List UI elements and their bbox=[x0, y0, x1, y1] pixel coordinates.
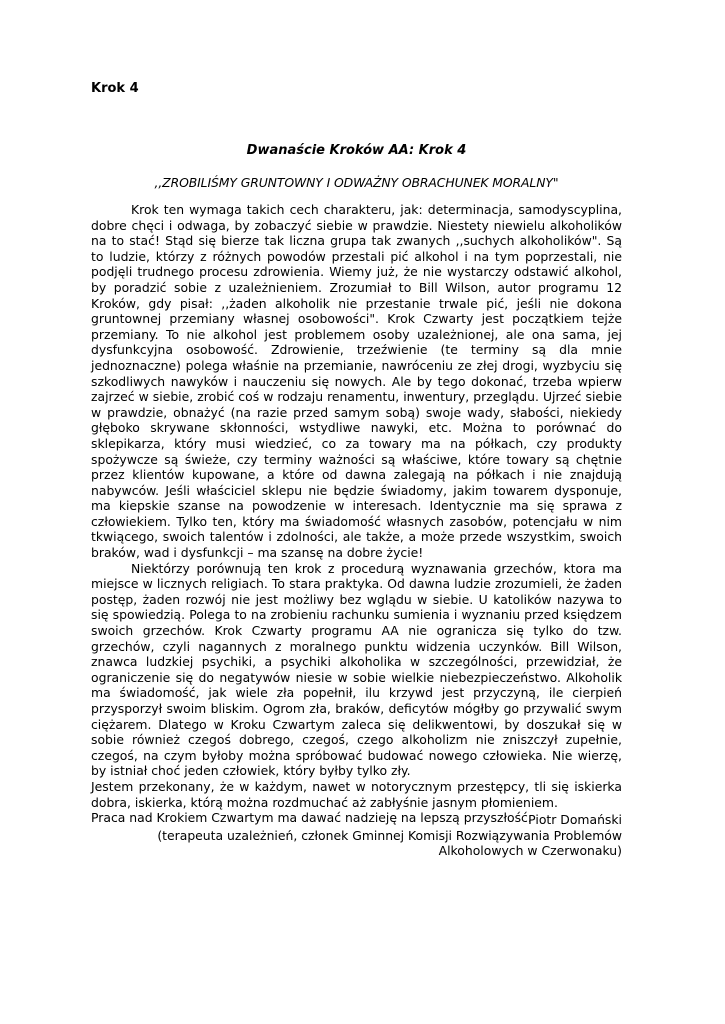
paragraph-4: Praca nad Krokiem Czwartym ma dawać nadzieję na lepszą przyszłość. bbox=[91, 810, 532, 826]
author-role-line-1: (terapeuta uzależnień, członek Gminnej Komisji Rozwiązywania Problemów bbox=[157, 827, 622, 843]
step-heading: Krok 4 bbox=[91, 81, 139, 96]
author-role-line-2: Alkoholowych w Czerwonaku) bbox=[438, 843, 622, 859]
document-title: Dwanaście Kroków AA: Krok 4 bbox=[246, 143, 467, 158]
paragraph-1: Krok ten wymaga takich cech charakteru, jak: determinacja, samodyscyplina, dobre chęci i odwaga, by zobaczyć siebie w prawdzie. Niestety niewielu alkoholików na to stać! Stąd się bierze tak liczna grupa tak zwanych ,,suchych alkoholików". Są to ludzie, którzy z różnych powodów przestali pić alkohol i na tym poprzestali, nie podjęli trudnego procesu zdrowienia. Wiemy już, że nie wystarczy odstawić alkohol, by poradzić sobie z uzależnieniem. Zrozumiał to Bill Wilson, autor programu 12 Kroków, gdy pisał: ,,żaden alkoholik nie przestanie trwale pić, jeśli nie dokona gruntownej przemiany własnej osobowości". Krok Czwarty jest początkiem tejże przemiany. To nie alkohol jest problemem osoby uzależnionej, ale ona sama, jej dysfunkcyjna osobowość. Zdrowienie, trzeźwienie (te terminy są dla mnie jednoznaczne) polega właśnie na przemianie, nawróceniu ze złej drogi, wyzbyciu się szkodliwych nawyków i nauczeniu się nowych. Ale by tego dokonać, trzeba wpierw zajrzeć w siebie, zrobić coś w rodzaju renamentu, inwentury, przeglądu. Ujrzeć siebie w prawdzie, obnażyć (na razie przed samym sobą) swoje wady, słabości, niekiedy głęboko skrywane skłonności, wstydliwe nawyki, etc. Można to porównać do sklepikarza, który musi wiedzieć, co za towary ma na półkach, czy produkty spożywcze są świeże, czy terminy ważności są właściwe, które towary są chętnie przez klientów kupowane, a które od dawna zalegają na półkach i nie znajdują nabywców. Jeśli właściciel sklepu nie będzie świadomy, jakim towarem dysponuje, ma kiepskie szanse na powodzenie w interesach. Identycznie ma się sprawa z człowiekiem. Tylko ten, który ma świadomość własnych zasobów, potencjału w nim tkwiącego, swoich talentów i zdolności, ale także, a może przede wszystkim, swoich braków, wad i dysfunkcji – ma szansę na dobre życie! bbox=[91, 202, 622, 561]
paragraph-2: Niektórzy porównują ten krok z procedurą wyznawania grzechów, ktora ma miejsce w licznych religiach. To stara praktyka. Od dawna ludzie zrozumieli, że żaden postęp, żaden rozwój nie jest możliwy bez wglądu w siebie. U katolików nazywa to się spowiedzią. Polega to na zrobieniu rachunku sumienia i wyznaniu przed księdzem swoich grzechów. Krok Czwarty programu AA nie ogranicza się tylko do tzw. grzechów, czyli nagannych z moralnego punktu widzenia uczynków. Bill Wilson, znawca ludzkiej psychiki, a psychiki alkoholika w szczególności, przewidział, że ograniczenie się do negatywów niesie w sobie wielkie niebezpieczeństwo. Alkoholik ma świadomość, jak wiele zła popełnił, ilu krzywd jest przyczyną, ile cierpień przysporzył swoim bliskim. Ogrom zła, braków, deficytów mógłby go przywalić swym ciężarem. Dlatego w Kroku Czwartym zaleca się delikwentowi, by doszukał się w sobie również czegoś dobrego, czegoś, czego alkoholizm nie zniszczył zupełnie, czegoś, na czym byłoby można spróbować budować nowego człowieka. Nie wierzę, by istniał choć jeden człowiek, który byłby tylko zły. bbox=[91, 560, 622, 779]
step-motto: ,,ZROBILIŚMY GRUNTOWNY I ODWAŻNY OBRACHUNEK MORALNY" bbox=[154, 175, 559, 190]
paragraph-3: Jestem przekonany, że w każdym, nawet w notorycznym przestępcy, tli się iskierka dobra, iskierka, którą można rozdmuchać aż zabłyśnie jasnym płomieniem. bbox=[91, 778, 622, 810]
article-body bbox=[91, 202, 622, 826]
author-name: Piotr Domański bbox=[528, 812, 622, 827]
signature-block bbox=[91, 812, 622, 859]
